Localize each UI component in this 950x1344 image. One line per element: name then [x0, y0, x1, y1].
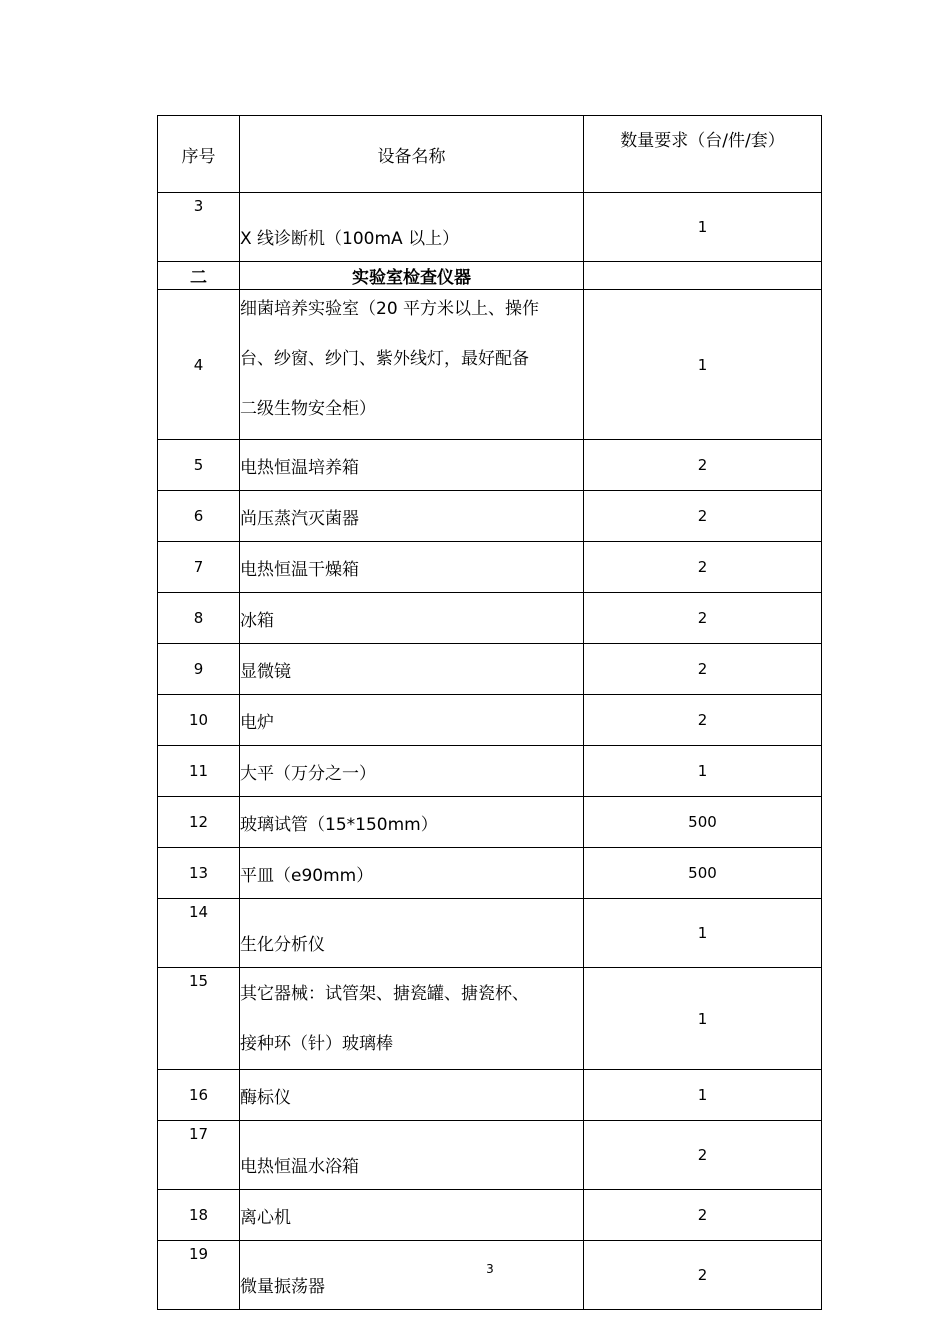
- row-number: 18: [158, 1190, 240, 1241]
- row-equipment-name: 玻璃试管（15*150mm）: [240, 797, 584, 848]
- row-number: 11: [158, 746, 240, 797]
- row-number: 10: [158, 695, 240, 746]
- table-row: [158, 848, 822, 899]
- row-equipment-name: 生化分析仪: [240, 899, 584, 968]
- row-quantity: 2: [584, 695, 822, 746]
- equipment-table: [157, 115, 822, 1310]
- row-equipment-name-line: 二级生物安全柜）: [240, 398, 376, 419]
- section-number: 二: [158, 262, 240, 290]
- row-equipment-name: 电热恒温培养箱: [240, 440, 584, 491]
- table-row: [158, 593, 822, 644]
- row-number: 6: [158, 491, 240, 542]
- row-equipment-name-line: 细菌培养实验室（20 平方米以上、操作: [240, 298, 540, 319]
- row-equipment-name: X 线诊断机（100mA 以上）: [240, 193, 584, 262]
- table-row: [158, 695, 822, 746]
- table-row: [158, 440, 822, 491]
- section-title: 实验室检查仪器: [240, 262, 584, 290]
- table-row: [158, 746, 822, 797]
- row-number: 13: [158, 848, 240, 899]
- row-quantity: 500: [584, 797, 822, 848]
- row-quantity: 500: [584, 848, 822, 899]
- row-number: 15: [158, 968, 240, 1070]
- table-header-row: [158, 116, 822, 193]
- row-quantity: 2: [584, 593, 822, 644]
- row-equipment-name: 酶标仪: [240, 1070, 584, 1121]
- row-number: 17: [158, 1121, 240, 1190]
- table-row: [158, 491, 822, 542]
- row-quantity: 2: [584, 542, 822, 593]
- row-number: 12: [158, 797, 240, 848]
- row-equipment-name-line: 其它器械：试管架、搪瓷罐、搪瓷杯、: [240, 983, 529, 1004]
- table-row: [158, 290, 822, 440]
- row-equipment-name: 电炉: [240, 695, 584, 746]
- row-quantity: 2: [584, 1121, 822, 1190]
- header-serial-number: 序号: [158, 116, 240, 193]
- row-equipment-name: 电热恒温水浴箱: [240, 1121, 584, 1190]
- table-row: [158, 968, 822, 1070]
- row-equipment-name-line: 接种环（针）玻璃棒: [240, 1033, 393, 1054]
- row-quantity: 1: [584, 193, 822, 262]
- row-quantity: 1: [584, 899, 822, 968]
- row-equipment-name: 大平（万分之一）: [240, 746, 584, 797]
- table-row: [158, 644, 822, 695]
- row-number: 8: [158, 593, 240, 644]
- row-quantity: 2: [584, 1190, 822, 1241]
- row-number: 7: [158, 542, 240, 593]
- row-quantity: 2: [584, 1241, 822, 1310]
- row-quantity: 1: [584, 968, 822, 1070]
- row-number: 19: [158, 1241, 240, 1310]
- table-row: [158, 797, 822, 848]
- section-quantity: [584, 262, 822, 290]
- row-equipment-name: 微量振荡器: [240, 1241, 584, 1310]
- row-quantity: 2: [584, 491, 822, 542]
- row-number: 14: [158, 899, 240, 968]
- row-equipment-name: 冰箱: [240, 593, 584, 644]
- row-equipment-name-line: 台、纱窗、纱门、紫外线灯，最好配备: [240, 348, 529, 369]
- page-number: 3: [486, 1262, 494, 1276]
- row-quantity: 1: [584, 746, 822, 797]
- table-row: [158, 193, 822, 262]
- row-equipment-name: 离心机: [240, 1190, 584, 1241]
- row-number: 9: [158, 644, 240, 695]
- table-row: [158, 1070, 822, 1121]
- row-quantity: 2: [584, 440, 822, 491]
- row-quantity: 1: [584, 1070, 822, 1121]
- row-equipment-name: [240, 290, 584, 440]
- header-equipment-name: 设备名称: [240, 116, 584, 193]
- table-row: [158, 1121, 822, 1190]
- row-number: 5: [158, 440, 240, 491]
- row-quantity: 2: [584, 644, 822, 695]
- row-number: 16: [158, 1070, 240, 1121]
- row-quantity: 1: [584, 290, 822, 440]
- row-number: 3: [158, 193, 240, 262]
- table-row: [158, 899, 822, 968]
- row-equipment-name: [240, 968, 584, 1070]
- row-equipment-name: 电热恒温干燥箱: [240, 542, 584, 593]
- row-equipment-name: 显微镜: [240, 644, 584, 695]
- table-row: [158, 1190, 822, 1241]
- table-row: [158, 542, 822, 593]
- row-number: 4: [158, 290, 240, 440]
- row-equipment-name: 平皿（e90mm）: [240, 848, 584, 899]
- header-quantity: 数量要求（台/件/套）: [584, 116, 822, 193]
- row-equipment-name: 尚压蒸汽灭菌器: [240, 491, 584, 542]
